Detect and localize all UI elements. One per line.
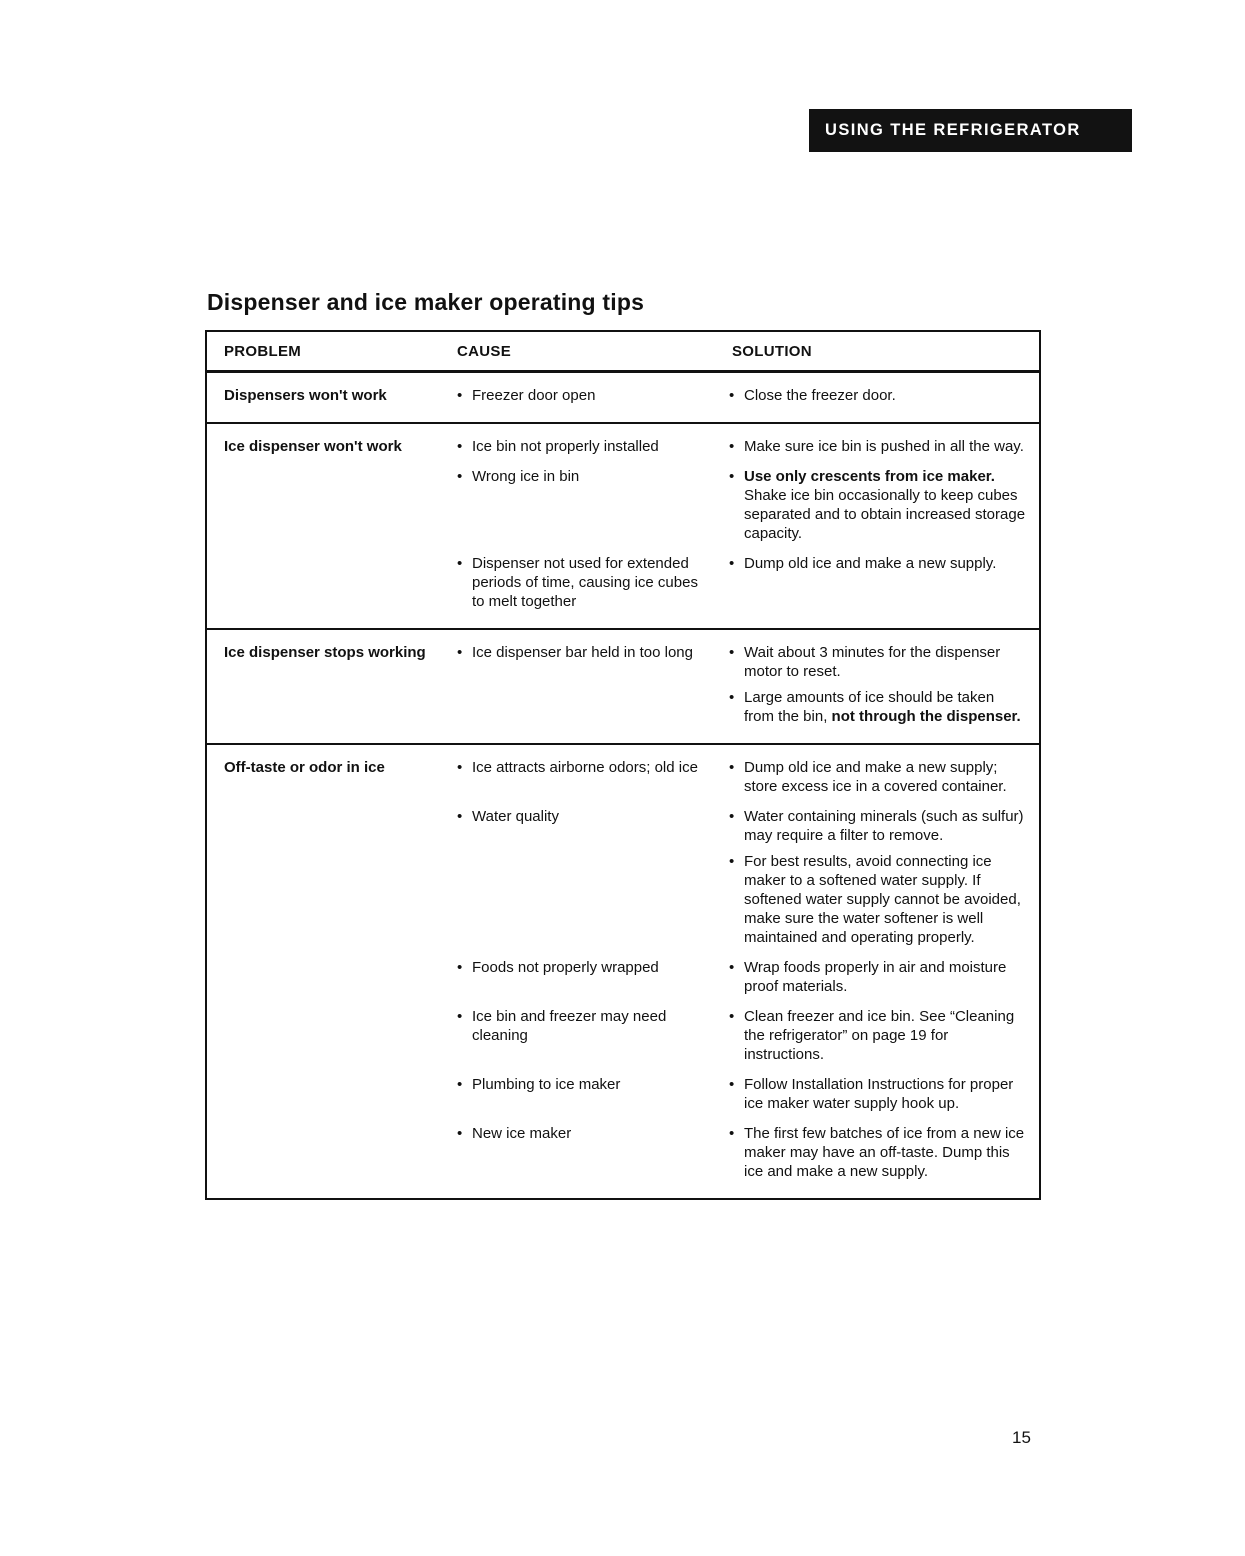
cause-solution-pair: [457, 807, 1027, 947]
cause-cell: [457, 807, 729, 947]
solution-text: • For best results, avoid connecting ice maker to a softened water supply. If softened water supply cannot be avoided, make sure the water softener is well maintained and operating properly.: [744, 853, 1021, 946]
solution-item: [729, 1075, 1027, 1113]
table-row: [207, 373, 1039, 422]
cause-item: [457, 386, 713, 405]
solution-cell: [729, 554, 1027, 611]
cause-text: • Water quality: [472, 808, 559, 825]
solution-item: [729, 643, 1027, 681]
cause-solution-pair: [457, 758, 1027, 796]
column-header-problem: PROBLEM: [224, 343, 302, 360]
cause-solution-pair: [457, 958, 1027, 996]
cause-cell: [457, 467, 729, 543]
cause-item: [457, 958, 713, 977]
cause-text: • Dispenser not used for extended periods of time, causing ice cubes to melt together: [472, 555, 698, 610]
cause-text: • New ice maker: [472, 1125, 572, 1142]
page-title: Dispenser and ice maker operating tips: [207, 289, 645, 315]
cause-solution-pairs: [457, 386, 1039, 405]
solution-text: • Clean freezer and ice bin. See “Cleaning the refrigerator” on page 19 for instructions.: [744, 1008, 1015, 1063]
cause-cell: [457, 958, 729, 996]
solution-item: [729, 1007, 1027, 1064]
solution-cell: [729, 807, 1027, 947]
solution-cell: [729, 1007, 1027, 1064]
solution-item: [729, 758, 1027, 796]
cause-text: • Plumbing to ice maker: [472, 1076, 621, 1093]
section-header-badge: [809, 109, 1132, 152]
table-row: [207, 743, 1039, 1198]
solution-text: • Wrap foods properly in air and moisture proof materials.: [744, 959, 1007, 995]
cause-solution-pair: [457, 386, 1027, 405]
cause-text: • Freezer door open: [472, 387, 596, 404]
solution-item: [729, 688, 1027, 726]
cause-cell: [457, 1075, 729, 1113]
solution-item: [729, 386, 1027, 405]
column-header-cause: CAUSE: [457, 343, 512, 360]
problem-cell: Ice dispenser stops working: [224, 644, 426, 661]
cause-cell: [457, 643, 729, 726]
solution-text: • Use only crescents from ice maker. Shake ice bin occasionally to keep cubes separated and to obtain increased storage capacity.: [744, 468, 1026, 542]
problem-cell: Ice dispenser won't work: [224, 438, 402, 455]
solution-text: • Wait about 3 minutes for the dispenser motor to reset.: [744, 644, 1001, 680]
cause-text: • Ice bin and freezer may need cleaning: [472, 1008, 667, 1044]
solution-item: [729, 852, 1027, 947]
cause-cell: [457, 554, 729, 611]
solution-text: • Make sure ice bin is pushed in all the way.: [744, 438, 1024, 455]
cause-item: [457, 643, 713, 662]
solution-cell: [729, 1124, 1027, 1181]
solution-text: • Close the freezer door.: [744, 387, 896, 404]
problem-cell: Off-taste or odor in ice: [224, 759, 385, 776]
cause-solution-pairs: [457, 758, 1039, 1181]
cause-text: • Ice attracts airborne odors; old ice: [472, 759, 698, 776]
cause-cell: [457, 758, 729, 796]
cause-solution-pair: [457, 437, 1027, 456]
table-row: [207, 422, 1039, 628]
cause-solution-pair: [457, 1007, 1027, 1064]
solution-text: • Dump old ice and make a new supply; store excess ice in a covered container.: [744, 759, 1007, 795]
solution-text: • The first few batches of ice from a new ice maker may have an off-taste. Dump this ice and make a new supply.: [744, 1125, 1025, 1180]
solution-item: [729, 467, 1027, 543]
cause-item: [457, 554, 713, 611]
cause-solution-pairs: [457, 643, 1039, 726]
tips-table: [205, 330, 1041, 1200]
solution-item: [729, 554, 1027, 573]
cause-item: [457, 467, 713, 486]
section-header-label: USING THE REFRIGERATOR: [825, 121, 1081, 139]
solution-cell: [729, 958, 1027, 996]
cause-solution-pairs: [457, 437, 1039, 611]
cause-item: [457, 437, 713, 456]
solution-text: • Follow Installation Instructions for proper ice maker water supply hook up.: [744, 1076, 1014, 1112]
cause-text: • Wrong ice in bin: [472, 468, 580, 485]
column-header-solution: SOLUTION: [732, 343, 812, 360]
solution-cell: [729, 643, 1027, 726]
cause-item: [457, 1007, 713, 1045]
solution-text: • Water containing minerals (such as sulfur) may require a filter to remove.: [744, 808, 1024, 844]
cause-cell: [457, 437, 729, 456]
cause-cell: [457, 386, 729, 405]
cause-solution-pair: [457, 1124, 1027, 1181]
solution-cell: [729, 467, 1027, 543]
cause-solution-pair: [457, 643, 1027, 726]
cause-solution-pair: [457, 554, 1027, 611]
cause-item: [457, 1075, 713, 1094]
solution-cell: [729, 437, 1027, 456]
solution-text: • Large amounts of ice should be taken from the bin, not through the dispenser.: [744, 689, 1021, 725]
cause-text: • Foods not properly wrapped: [472, 959, 659, 976]
cause-solution-pair: [457, 1075, 1027, 1113]
solution-cell: [729, 386, 1027, 405]
cause-item: [457, 1124, 713, 1143]
problem-cell: Dispensers won't work: [224, 387, 387, 404]
solution-item: [729, 437, 1027, 456]
solution-cell: [729, 1075, 1027, 1113]
cause-cell: [457, 1007, 729, 1064]
cause-item: [457, 758, 713, 777]
solution-text: • Dump old ice and make a new supply.: [744, 555, 997, 572]
cause-item: [457, 807, 713, 826]
cause-cell: [457, 1124, 729, 1181]
table-row: [207, 628, 1039, 743]
cause-text: • Ice bin not properly installed: [472, 438, 659, 455]
table-header-row: [207, 332, 1039, 373]
solution-cell: [729, 758, 1027, 796]
solution-item: [729, 958, 1027, 996]
solution-item: [729, 1124, 1027, 1181]
cause-text: • Ice dispenser bar held in too long: [472, 644, 693, 661]
page-number: 15: [1012, 1428, 1031, 1447]
solution-item: [729, 807, 1027, 845]
cause-solution-pair: [457, 467, 1027, 543]
